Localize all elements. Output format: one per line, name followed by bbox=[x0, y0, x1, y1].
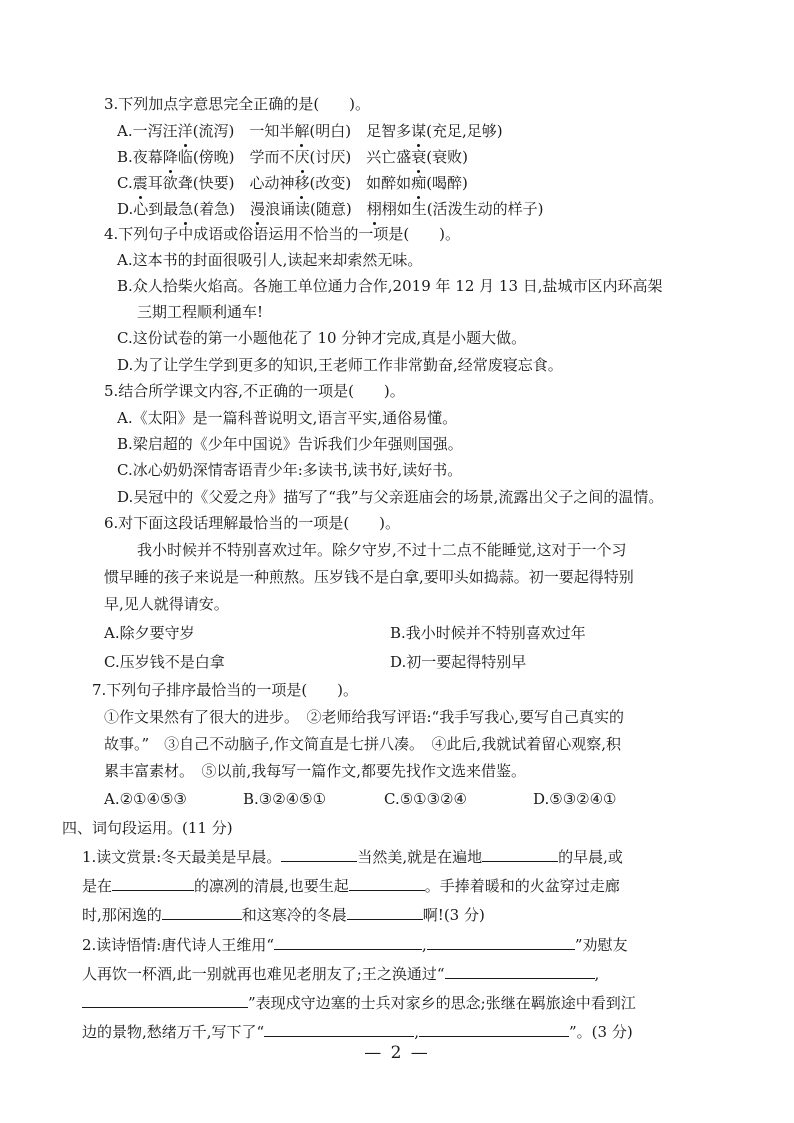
q7-option-d: D.⑤③②④① bbox=[533, 790, 617, 808]
q6-option-d: D.初一要起得特别早 bbox=[390, 653, 527, 671]
s2-line-2: 人再饮一杯酒,此一别就再也难见老朋友了;王之涣通过“ , bbox=[82, 965, 600, 983]
q5-stem: 5.结合所学课文内容,不正确的一项是( )。 bbox=[104, 382, 405, 400]
s2-blank-4[interactable] bbox=[82, 993, 248, 1008]
q3-stem: 3.下列加点字意思完全正确的是( )。 bbox=[104, 95, 371, 113]
q6-passage-line-3: 早,见人就得请安。 bbox=[104, 595, 229, 613]
page-number: — 2 — bbox=[364, 1043, 430, 1063]
s2-line-4: 边的景物,愁绪万千,写下了“ , ”。(3 分) bbox=[82, 1023, 633, 1041]
q6-stem: 6.对下面这段话理解最恰当的一项是( )。 bbox=[104, 514, 401, 532]
q5-option-d: D.吴冠中的《父爱之舟》描写了“我”与父亲逛庙会的场景,流露出父子之间的温情。 bbox=[117, 488, 664, 506]
q5-option-b: B.梁启超的《少年中国说》告诉我们少年强则国强。 bbox=[117, 435, 463, 453]
s2-blank-3[interactable] bbox=[445, 964, 595, 979]
q6-option-b: B.我小时候并不特别喜欢过年 bbox=[390, 624, 586, 642]
s2-blank-1[interactable] bbox=[274, 935, 422, 950]
q7-option-c: C.⑤①③②④ bbox=[384, 790, 467, 808]
q4-option-b-cont: 三期工程顺利通车! bbox=[137, 303, 264, 321]
s2-blank-2[interactable] bbox=[427, 935, 575, 950]
q7-sentences-line-2: 故事。” ③自己不动脑子,作文简直是七拼八凑。 ④此后,我就试着留心观察,积 bbox=[104, 735, 621, 753]
q7-option-b: B.③②④⑤① bbox=[243, 790, 327, 808]
q7-option-a: A.②①④⑤③ bbox=[104, 790, 187, 808]
s1-blank-1[interactable] bbox=[281, 847, 357, 862]
q7-stem: 7.下列句子排序最恰当的一项是( )。 bbox=[92, 681, 359, 699]
q3-option-b: B.夜幕降临(傍晚) 学而不厌(讨厌) 兴亡盛衰(衰败) bbox=[117, 148, 468, 166]
s2-line-3: ”表现戍守边塞的士兵对家乡的思念;张继在羁旅途中看到江 bbox=[82, 993, 636, 1013]
s2-blank-5[interactable] bbox=[264, 1022, 414, 1037]
section-4-title: 四、词句段运用。(11 分) bbox=[62, 819, 233, 837]
s2-blank-6[interactable] bbox=[419, 1022, 569, 1037]
s1-line-2: 是在 的凛冽的清晨,也要生起 。手捧着暖和的火盆穿过走廊 bbox=[82, 877, 620, 895]
q5-option-c: C.冰心奶奶深情寄语青少年:多读书,读书好,读好书。 bbox=[117, 461, 463, 479]
s2-line-1: 2.读诗悟情:唐代诗人王维用“ , ”劝慰友 bbox=[82, 936, 628, 954]
s1-blank-4[interactable] bbox=[349, 876, 425, 891]
q4-option-a: A.这本书的封面很吸引人,读起来却索然无味。 bbox=[117, 251, 423, 269]
s1-blank-2[interactable] bbox=[482, 847, 558, 862]
s1-blank-5[interactable] bbox=[162, 905, 242, 920]
s1-blank-6[interactable] bbox=[347, 905, 423, 920]
q6-option-c: C.压岁钱不是白拿 bbox=[104, 653, 225, 671]
q6-passage-line-2: 惯早睡的孩子来说是一种煎熬。压岁钱不是白拿,要叩头如捣蒜。初一要起得特别 bbox=[104, 568, 634, 586]
q6-option-a: A.除夕要守岁 bbox=[104, 624, 195, 642]
s1-line-1: 1.读文赏景:冬天最美是早晨。 当然美,就是在遍地 的早晨,或 bbox=[82, 848, 623, 866]
q4-stem: 4.下列句子中成语或俗语运用不恰当的一项是( )。 bbox=[104, 225, 461, 243]
q4-option-b: B.众人拾柴火焰高。各施工单位通力合作,2019 年 12 月 13 日,盐城市区内环高架 bbox=[117, 277, 663, 295]
s1-blank-3[interactable] bbox=[112, 876, 194, 891]
q5-option-a: A.《太阳》是一篇科普说明文,语言平实,通俗易懂。 bbox=[117, 409, 458, 427]
q6-passage-line-1: 我小时候并不特别喜欢过年。除夕守岁,不过十二点不能睡觉,这对于一个习 bbox=[137, 541, 627, 559]
q3-option-c: C.震耳欲聋(快要) 心动神移(改变) 如醉如痴(喝醉) bbox=[117, 174, 468, 192]
q7-sentences-line-1: ①作文果然有了很大的进步。 ②老师给我写评语:“我手写我心,要写自己真实的 bbox=[104, 708, 624, 726]
q4-option-c: C.这份试卷的第一小题他花了 10 分钟才完成,真是小题大做。 bbox=[117, 329, 527, 347]
q7-sentences-line-3: 累丰富素材。 ⑤以前,我每写一篇作文,都要先找作文选来借鉴。 bbox=[104, 762, 527, 780]
q4-option-d: D.为了让学生学到更多的知识,王老师工作非常勤奋,经常废寝忘食。 bbox=[117, 356, 563, 374]
s1-line-3: 时,那闲逸的 和这寒冷的冬晨 啊!(3 分) bbox=[82, 906, 485, 924]
q3-option-d: D.心到最急(着急) 漫浪诵读(随意) 栩栩如生(活泼生动的样子) bbox=[117, 200, 544, 218]
q3-option-a: A.一泻汪洋(流泻) 一知半解(明白) 足智多谋(充足,足够) bbox=[117, 122, 503, 140]
